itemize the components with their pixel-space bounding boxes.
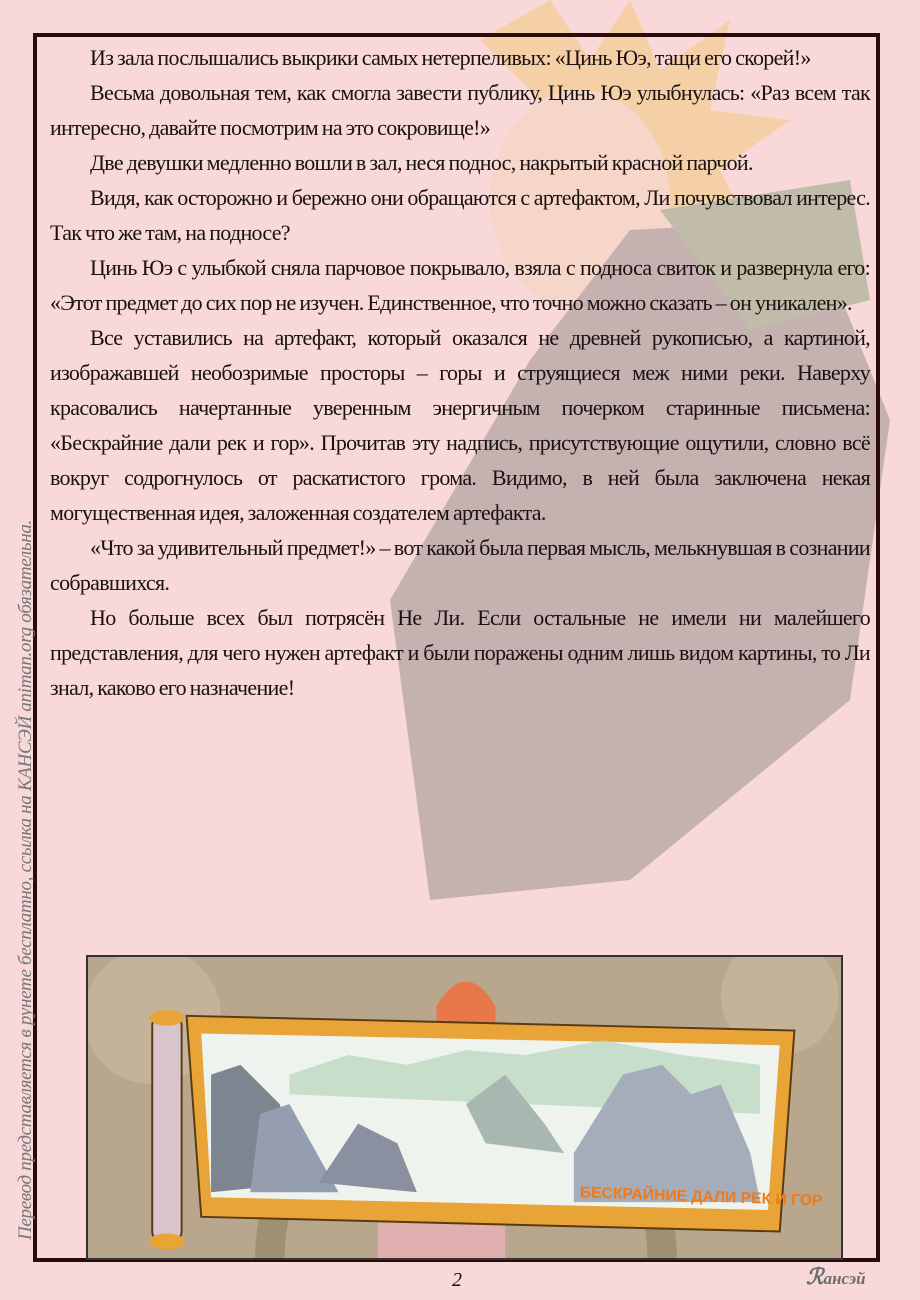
page-number: 2 xyxy=(452,1269,462,1291)
translation-notice: Перевод представляется в рунете бесплатно, ссылка на КАНСЭЙ animan.org обязательна. xyxy=(15,519,36,1240)
paragraph: «Что за удивительный предмет!» – вот какой была первая мысль, мелькнувшая в сознании собравшихся. xyxy=(50,535,870,595)
kansei-logo: ℛансэй xyxy=(806,1264,866,1289)
paragraph: Из зала послышались выкрики самых нетерпеливых: «Цинь Юэ, тащи его скорей!» xyxy=(90,45,811,70)
scroll-illustration xyxy=(86,955,843,1260)
paragraph: Все уставились на артефакт, который оказался не древней рукописью, а картиной, изображавшей необозримые просторы – горы и струящиеся меж ними реки. Наверху красовались начертанные уверенным энергичным почерком старинные письмена: «Бескрайние дали рек и гор». Прочитав эту надпись, присутствующие ощутили, словно всё вокруг содрогнулось от раскатистого грома. Видимо, в ней была заключена некая могущественная идея, заложенная создателем артефакта. xyxy=(50,325,870,525)
paragraph: Но больше всех был потрясён Не Ли. Если остальные не имели ни малейшего представления, для чего нужен артефакт и были поражены одним лишь видом картины, то Ли знал, каково его назначение! xyxy=(50,605,870,700)
paragraph: Видя, как осторожно и бережно они обращаются с артефактом, Ли почувствовал интерес. Так что же там, на подносе? xyxy=(50,185,870,245)
scroll-painting xyxy=(88,957,841,1258)
story-text xyxy=(50,40,870,705)
paragraph: Цинь Юэ с улыбкой сняла парчовое покрывало, взяла с подноса свиток и развернула его: «Этот предмет до сих пор не изучен. Единственное, что точно можно сказать – он уникален». xyxy=(50,255,870,315)
scroll-caption: БЕСКРАЙНИЕ ДАЛИ РЕК И ГОР xyxy=(579,1184,823,1210)
scroll-roll xyxy=(152,1016,181,1242)
paragraph: Две девушки медленно вошли в зал, неся поднос, накрытый красной парчой. xyxy=(90,150,753,175)
paragraph: Весьма довольная тем, как смогла завести публику, Цинь Юэ улыбнулась: «Раз всем так интересно, давайте посмотрим на это сокровище!» xyxy=(50,80,870,140)
